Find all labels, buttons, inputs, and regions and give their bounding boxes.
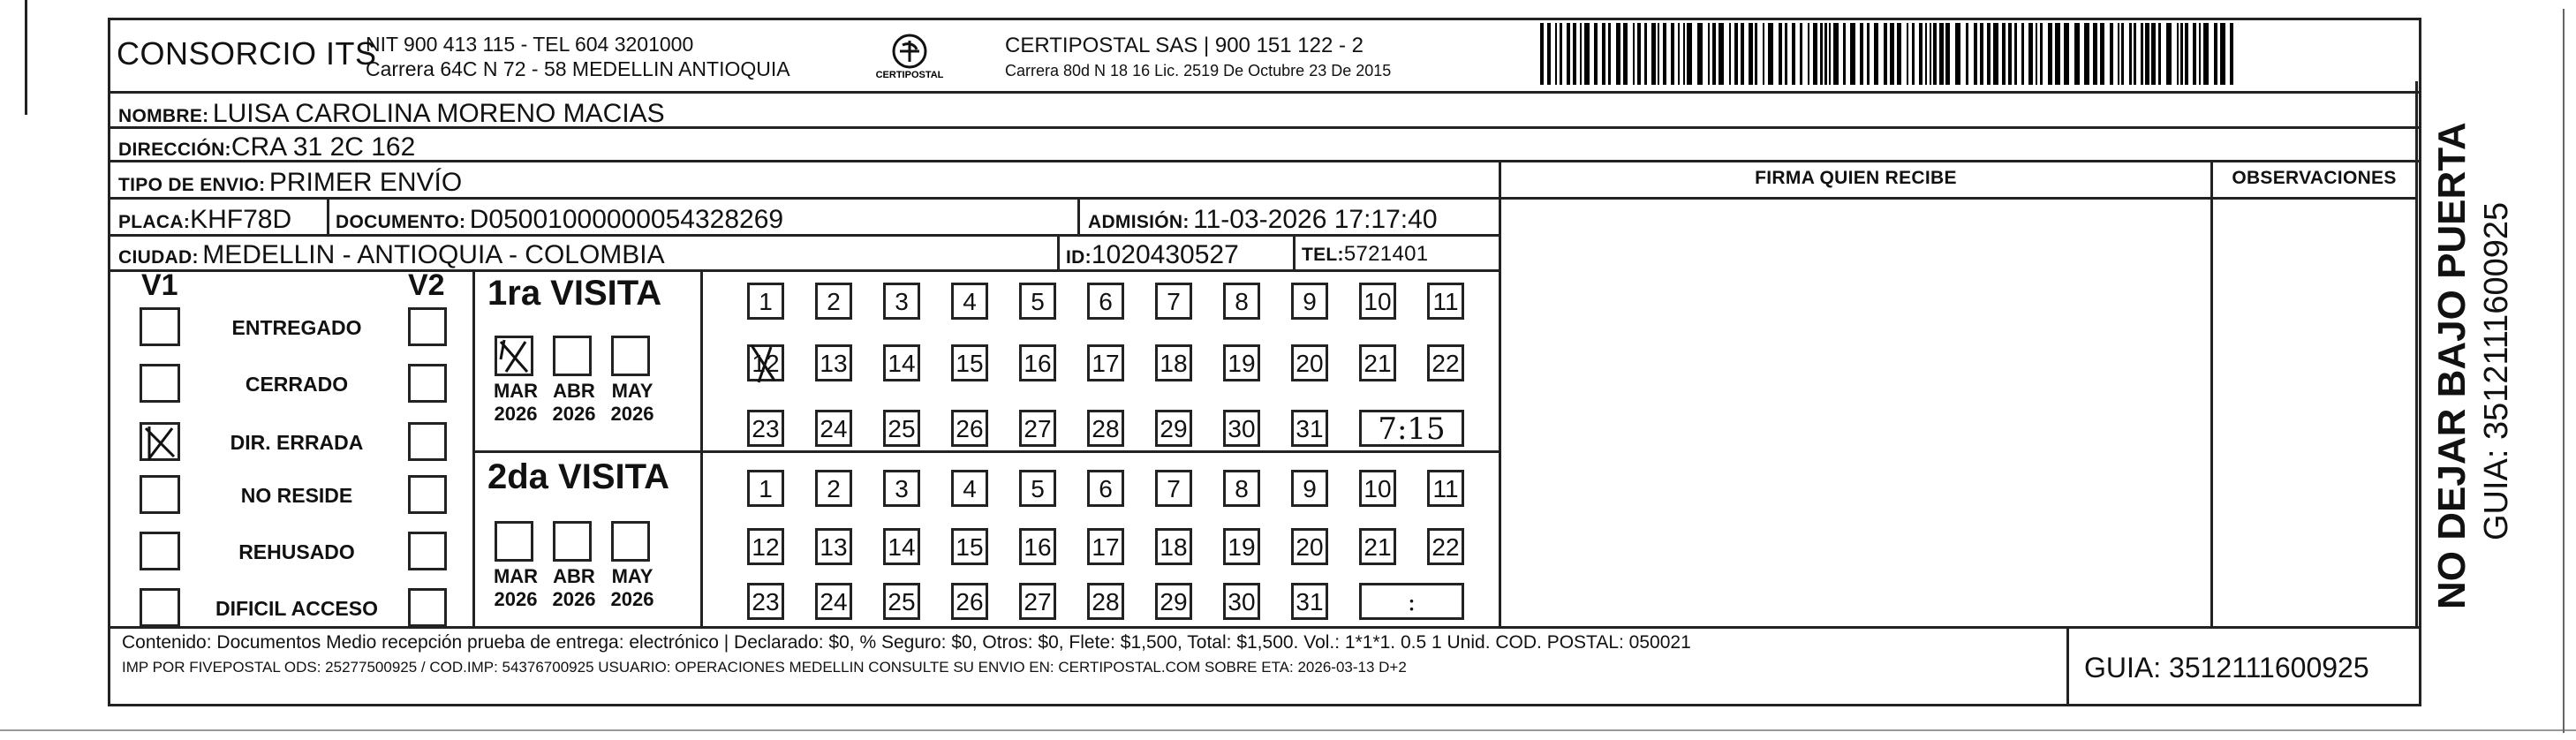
visit-divider xyxy=(472,269,475,626)
day-box[interactable]: 27 xyxy=(1019,410,1056,447)
month-label: MAR 2026 xyxy=(493,565,539,610)
grid-top-line xyxy=(108,269,1501,272)
day-box[interactable]: 21 xyxy=(1359,528,1396,565)
day-box[interactable]: 22 xyxy=(1427,344,1464,381)
day-box[interactable]: 19 xyxy=(1223,528,1260,565)
day-box[interactable]: 14 xyxy=(883,344,920,381)
time-box[interactable]: : xyxy=(1359,583,1464,620)
right-scan-edge xyxy=(2563,9,2565,733)
status-option-label: ENTREGADO xyxy=(231,316,362,339)
day-box[interactable]: 10 xyxy=(1359,283,1396,320)
v1-checkbox[interactable] xyxy=(140,475,180,514)
day-box[interactable]: 1 xyxy=(747,470,784,507)
month-label: MAY 2026 xyxy=(610,380,654,425)
carrier-license: Carrera 80d N 18 16 Lic. 2519 De Octubre 23 De 2015 xyxy=(1005,62,1392,79)
day-box[interactable]: 26 xyxy=(951,583,988,620)
name-row: NOMBRE: LUISA CAROLINA MORENO MACIAS xyxy=(108,91,2421,126)
day-box[interactable]: 23 xyxy=(747,410,784,447)
day-box[interactable]: 17 xyxy=(1087,528,1124,565)
status-option-label: NO RESIDE xyxy=(240,484,353,507)
day-box[interactable]: 27 xyxy=(1019,583,1056,620)
month-label: ABR 2026 xyxy=(552,380,596,425)
day-box[interactable]: 6 xyxy=(1087,470,1124,507)
day-box[interactable]: 26 xyxy=(951,410,988,447)
day-box[interactable]: 21 xyxy=(1359,344,1396,381)
observations-header: OBSERVACIONES xyxy=(2232,168,2397,188)
day-box[interactable]: 29 xyxy=(1155,583,1192,620)
day-box[interactable]: 8 xyxy=(1223,283,1260,320)
day-box[interactable]: 23 xyxy=(747,583,784,620)
day-box[interactable]: 18 xyxy=(1155,344,1192,381)
right-panel-edge xyxy=(2415,81,2418,626)
svg-text:CERTIPOSTAL: CERTIPOSTAL xyxy=(875,70,944,80)
day-box[interactable]: 16 xyxy=(1019,528,1056,565)
time-box[interactable]: 7:15 xyxy=(1359,410,1464,447)
day-box[interactable]: 7 xyxy=(1155,470,1192,507)
recipient-name: LUISA CAROLINA MORENO MACIAS xyxy=(212,99,665,128)
side-guide: GUIA: 3512111600925 xyxy=(2478,201,2515,540)
day-box[interactable]: 30 xyxy=(1223,583,1260,620)
day-box[interactable]: 9 xyxy=(1291,283,1328,320)
v2-checkbox[interactable] xyxy=(408,364,447,403)
day-box[interactable]: 24 xyxy=(815,410,852,447)
v1-checkbox[interactable] xyxy=(140,307,180,346)
city: MEDELLIN - ANTIOQUIA - COLOMBIA xyxy=(202,240,665,269)
v2-checkbox[interactable] xyxy=(408,532,447,570)
day-box[interactable]: 16 xyxy=(1019,344,1056,381)
day-box[interactable]: 12 xyxy=(747,528,784,565)
month-label: ABR 2026 xyxy=(552,565,596,610)
company-address: Carrera 64C N 72 - 58 MEDELLIN ANTIOQUIA xyxy=(366,57,790,80)
day-box[interactable]: 12 xyxy=(747,344,784,381)
v1-checkbox[interactable] xyxy=(140,364,180,403)
day-box[interactable]: 11 xyxy=(1427,283,1464,320)
month-checkbox[interactable] xyxy=(553,521,592,562)
day-box[interactable]: 28 xyxy=(1087,583,1124,620)
side-warning: NO DEJAR BAJO PUERTA xyxy=(2430,122,2474,609)
day-box[interactable]: 14 xyxy=(883,528,920,565)
v2-checkbox[interactable] xyxy=(408,588,447,627)
day-box[interactable]: 28 xyxy=(1087,410,1124,447)
day-box[interactable]: 13 xyxy=(815,344,852,381)
month-checkbox[interactable] xyxy=(611,336,650,376)
month-checkbox[interactable] xyxy=(495,521,533,562)
shipment-type: PRIMER ENVÍO xyxy=(268,168,463,197)
day-box[interactable]: 18 xyxy=(1155,528,1192,565)
day-box[interactable]: 29 xyxy=(1155,410,1192,447)
month-checkbox[interactable] xyxy=(611,521,650,562)
carrier-name: CERTIPOSTAL SAS | 900 151 122 - 2 xyxy=(1005,34,1364,57)
day-box[interactable]: 30 xyxy=(1223,410,1260,447)
second-visit-title: 2da VISITA xyxy=(487,457,669,496)
city-row: CIUDAD: MEDELLIN - ANTIOQUIA - COLOMBIA ID:1020430527 TEL:5721401 xyxy=(108,234,1501,269)
day-box[interactable]: 11 xyxy=(1427,470,1464,507)
admission-date: 11-03-2026 17:17:40 xyxy=(1193,205,1438,234)
v1-checkbox[interactable] xyxy=(140,532,180,570)
day-box[interactable]: 25 xyxy=(883,583,920,620)
check-mark-icon xyxy=(748,342,785,386)
footer-guide: GUIA: 3512111600925 xyxy=(2084,652,2369,683)
day-box[interactable]: 3 xyxy=(883,470,920,507)
first-visit-title: 1ra VISITA xyxy=(487,274,662,313)
v2-label: V2 xyxy=(408,268,445,302)
company-nit: NIT 900 413 115 - TEL 604 3201000 xyxy=(366,33,694,56)
obs-header-line xyxy=(1499,197,2418,200)
day-box[interactable]: 25 xyxy=(883,410,920,447)
day-box[interactable]: 2 xyxy=(815,470,852,507)
v1-label: V1 xyxy=(141,268,178,302)
telephone: 5721401 xyxy=(1343,242,1429,266)
v1-checkbox[interactable] xyxy=(140,588,180,627)
bottom-scan-edge xyxy=(0,729,2576,731)
observations-col-divider xyxy=(2210,160,2213,626)
footer-contents: Contenido: Documentos Medio recepción prueba de entrega: electrónico | Declarado: $0, % Seguro: $0, Otros: $0, Flete: $1,500, Total: $1,500. Vol.: 1*1*1. 0.5 1 Unid. COD. POSTAL: 050021 xyxy=(122,632,1691,653)
recipient-address: CRA 31 2C 162 xyxy=(230,132,416,162)
day-box[interactable]: 19 xyxy=(1223,344,1260,381)
recipient-id: 1020430527 xyxy=(1091,240,1239,269)
check-mark-icon xyxy=(142,425,178,460)
footer-guide-divider xyxy=(2066,626,2069,704)
status-option-label: DIFICIL ACCESO xyxy=(215,597,378,620)
visit-middle-line xyxy=(472,450,1501,453)
v1-checkbox[interactable] xyxy=(140,422,180,461)
day-box[interactable]: 6 xyxy=(1087,283,1124,320)
v2-checkbox[interactable] xyxy=(408,307,447,346)
footer-top-line xyxy=(108,626,2421,629)
day-box[interactable]: 7 xyxy=(1155,283,1192,320)
plate: KHF78D xyxy=(190,205,292,234)
day-box[interactable]: 31 xyxy=(1291,583,1328,620)
day-box[interactable]: 24 xyxy=(815,583,852,620)
plate-row: PLACA:KHF78D DOCUMENTO: D05001000000054328269 ADMISIÓN: 11-03-2026 17:17:40 xyxy=(108,197,1501,234)
day-box[interactable]: 4 xyxy=(951,283,988,320)
day-box[interactable]: 3 xyxy=(883,283,920,320)
day-box[interactable]: 22 xyxy=(1427,528,1464,565)
day-box[interactable]: 20 xyxy=(1291,528,1328,565)
month-label: MAY 2026 xyxy=(610,565,654,610)
address-row: DIRECCIÓN:CRA 31 2C 162 xyxy=(108,126,2421,160)
day-box[interactable]: 10 xyxy=(1359,470,1396,507)
day-box[interactable]: 13 xyxy=(815,528,852,565)
month-checkbox[interactable] xyxy=(495,336,533,376)
day-box[interactable]: 17 xyxy=(1087,344,1124,381)
v2-checkbox[interactable] xyxy=(408,422,447,461)
v2-checkbox[interactable] xyxy=(408,475,447,514)
status-option-label: REHUSADO xyxy=(238,540,355,563)
signature-header: FIRMA QUIEN RECIBE xyxy=(1755,168,1957,188)
days-divider xyxy=(700,269,703,626)
shipment-row: TIPO DE ENVIO: PRIMER ENVÍO xyxy=(108,160,2421,197)
day-box[interactable]: 31 xyxy=(1291,410,1328,447)
day-box[interactable]: 20 xyxy=(1291,344,1328,381)
day-box[interactable]: 5 xyxy=(1019,470,1056,507)
left-scan-edge xyxy=(25,0,27,115)
footer-print-line: IMP POR FIVEPOSTAL ODS: 25277500925 / COD.IMP: 54376700925 USUARIO: OPERACIONES MEDELLIN CONSULTE SU ENVIO EN: CERTIPOSTAL.COM SOBRE ETA: 2026-03-13 D+2 xyxy=(122,659,1407,676)
status-option-label: DIR. ERRADA xyxy=(230,431,364,454)
company-name: CONSORCIO ITS xyxy=(117,35,377,72)
check-mark-icon xyxy=(497,338,533,375)
day-box[interactable]: 8 xyxy=(1223,470,1260,507)
day-box[interactable]: 4 xyxy=(951,470,988,507)
month-checkbox[interactable] xyxy=(553,336,592,376)
day-box[interactable]: 15 xyxy=(951,528,988,565)
day-box[interactable]: 2 xyxy=(815,283,852,320)
document-number: D05001000000054328269 xyxy=(469,205,784,234)
status-option-label: CERRADO xyxy=(245,373,349,396)
day-box[interactable]: 1 xyxy=(747,283,784,320)
month-label: MAR 2026 xyxy=(493,380,539,425)
day-box[interactable]: 9 xyxy=(1291,470,1328,507)
day-box[interactable]: 5 xyxy=(1019,283,1056,320)
day-box[interactable]: 15 xyxy=(951,344,988,381)
